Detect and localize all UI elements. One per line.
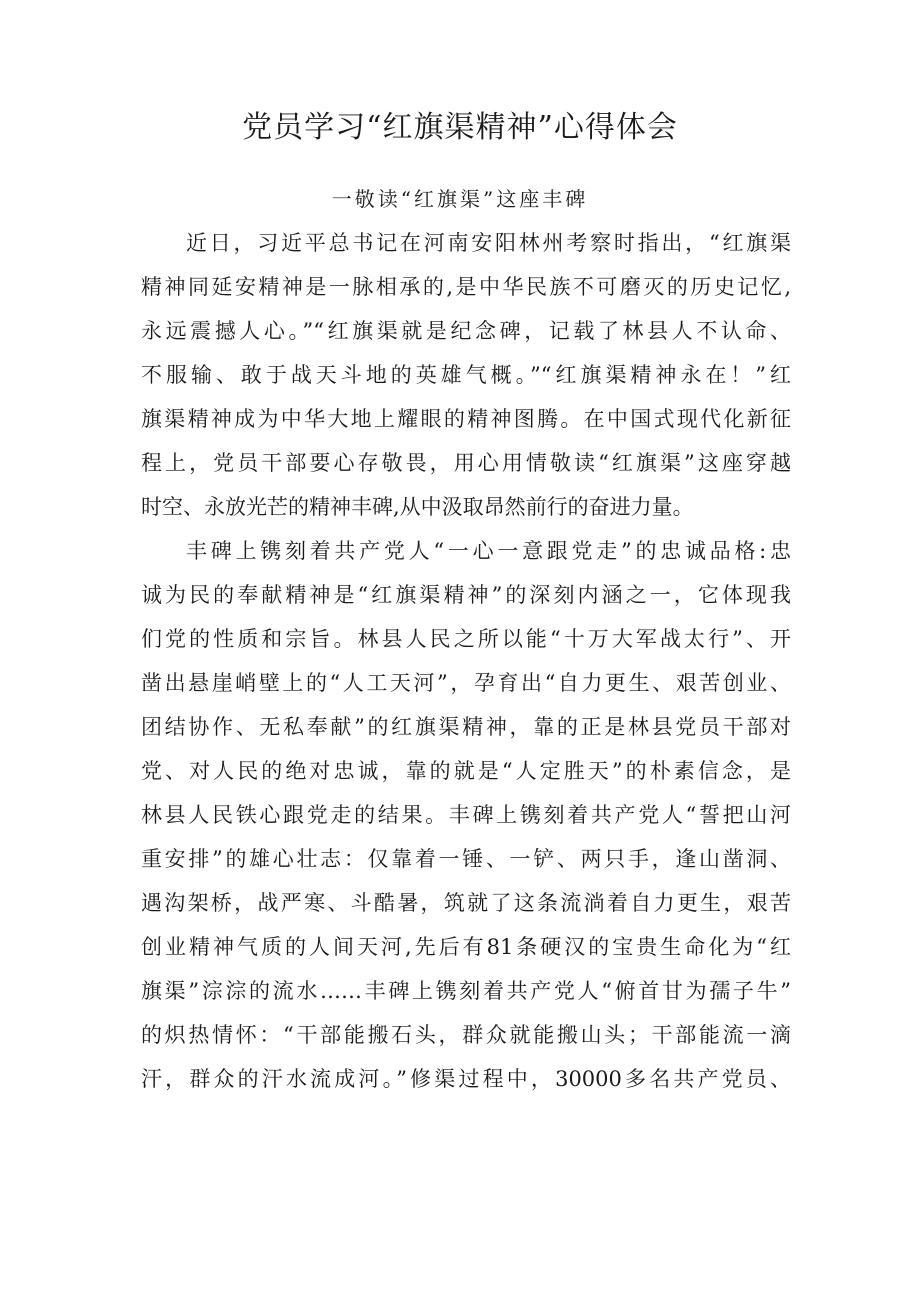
paragraph-line: 丰碑上镌刻着共产党人“一心一意跟党走”的忠诚品格:忠 — [186, 539, 791, 563]
paragraph-line: 旗渠”淙淙的流水……丰碑上镌刻着共产党人“俯首甘为孺子牛” — [141, 979, 791, 1003]
paragraph-line: 汗，群众的汗水流成河。”修渠过程中，30000多名共产党员、 — [141, 1067, 791, 1091]
paragraph-line: 遇沟架桥，战严寒、斗酷暑，筑就了这条流淌着自力更生，艰苦 — [141, 891, 791, 915]
document-subtitle: 一敬读“红旗渠”这座丰碑 — [331, 187, 589, 211]
paragraph-line: 时空、永放光芒的精神丰碑,从中汲取昂然前行的奋进力量。 — [141, 495, 694, 519]
paragraph-line: 党、对人民的绝对忠诚，靠的就是“人定胜天”的朴素信念，是 — [141, 759, 791, 783]
paragraph-line: 凿出悬崖峭壁上的“人工天河”，孕育出“自力更生、艰苦创业、 — [141, 671, 791, 695]
paragraph-line: 旗渠精神成为中华大地上耀眼的精神图腾。在中国式现代化新征 — [141, 407, 791, 431]
paragraph-line: 林县人民铁心跟党走的结果。丰碑上镌刻着共产党人“誓把山河 — [141, 803, 791, 827]
paragraph-line: 永远震撼人心。”“红旗渠就是纪念碑，记载了林县人不认命、 — [141, 319, 791, 343]
paragraph-line: 创业精神气质的人间天河,先后有81条硬汉的宝贵生命化为“红 — [141, 935, 791, 959]
paragraph-line: 们党的性质和宗旨。林县人民之所以能“十万大军战太行”、开 — [141, 627, 791, 651]
document-title: 党员学习“红旗渠精神”心得体会 — [242, 110, 678, 145]
paragraph-line: 的炽热情怀：“干部能搬石头，群众就能搬山头；干部能流一滴 — [141, 1023, 791, 1047]
paragraph-line: 程上，党员干部要心存敬畏，用心用情敬读“红旗渠”这座穿越 — [141, 451, 791, 475]
paragraph-line: 不服输、敢于战天斗地的英雄气概。”“红旗渠精神永在！”红 — [141, 363, 791, 387]
paragraph-line: 精神同延安精神是一脉相承的,是中华民族不可磨灭的历史记忆, — [141, 275, 791, 299]
paragraph-line: 诚为民的奉献精神是“红旗渠精神”的深刻内涵之一，它体现我 — [141, 583, 791, 607]
paragraph-line: 近日，习近平总书记在河南安阳林州考察时指出，“红旗渠 — [186, 231, 791, 255]
paragraph-line: 重安排”的雄心壮志：仅靠着一锤、一铲、两只手，逢山凿洞、 — [141, 847, 791, 871]
paragraph-line: 团结协作、无私奉献”的红旗渠精神，靠的正是林县党员干部对 — [141, 715, 791, 739]
